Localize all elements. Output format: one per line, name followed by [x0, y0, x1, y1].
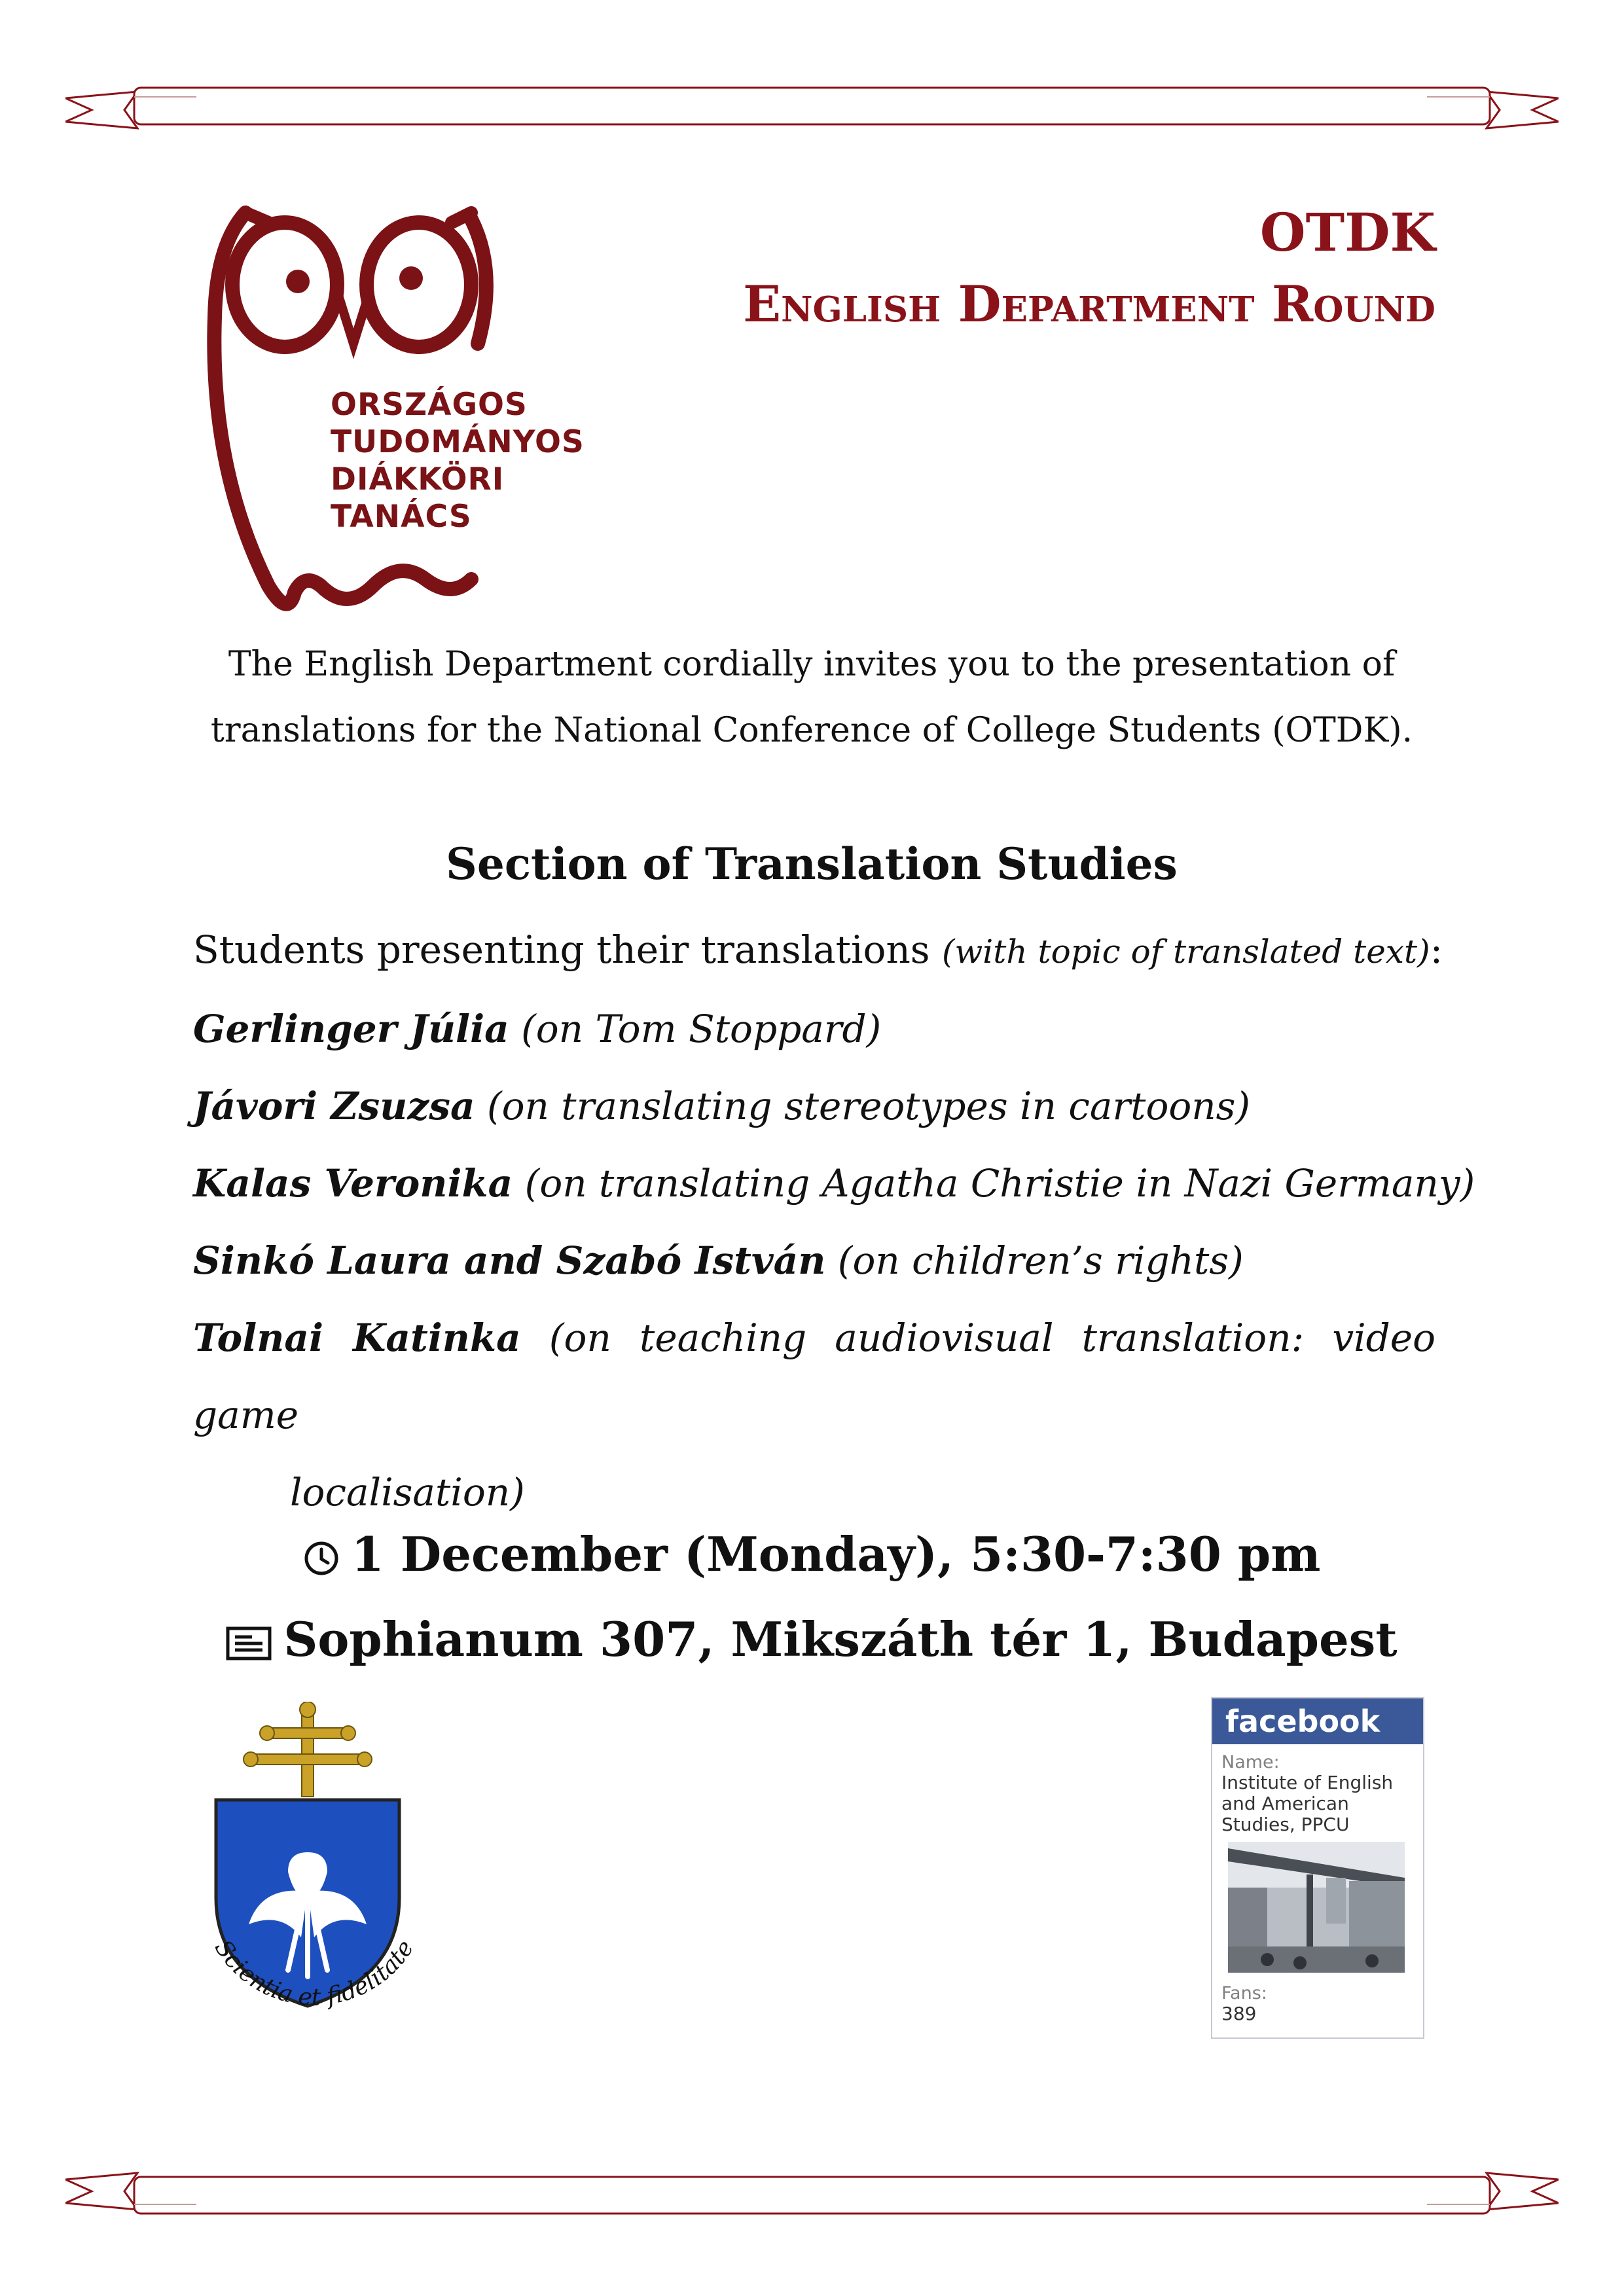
- facebook-fans-count: 389: [1221, 2003, 1257, 2024]
- top-ribbon-border: [65, 84, 1559, 136]
- student-topic: (on translating stereotypes in cartoons): [475, 1084, 1251, 1128]
- page-subtitle: English Department Round: [743, 275, 1435, 333]
- university-crest: [190, 1702, 439, 2055]
- crest-motto: Scientia et fidelitate: [209, 1935, 420, 2011]
- logo-line: TUDOMÁNYOS: [331, 424, 585, 460]
- facebook-page-name-line: Institute of English: [1221, 1772, 1394, 1793]
- invitation-text: [164, 632, 1460, 764]
- facebook-page-name-line: Studies, PPCU: [1221, 1814, 1350, 1835]
- students-intro-note: (with topic of translated text): [942, 933, 1430, 971]
- invitation-line: translations for the National Conference of College Students (OTDK).: [210, 711, 1413, 750]
- facebook-fans-label: Fans:: [1221, 1983, 1267, 2003]
- section-heading: Section of Translation Studies: [446, 838, 1178, 889]
- logo-line: ORSZÁGOS: [331, 387, 528, 423]
- student-topic: (on translating Agatha Christie in Nazi Germany): [513, 1161, 1475, 1206]
- logo-wordmark: [331, 386, 585, 535]
- student-name: Kalas Veronika: [193, 1161, 513, 1206]
- student-entry: [193, 990, 1435, 1067]
- students-intro: [193, 911, 1443, 990]
- bottom-ribbon-border: [65, 2165, 1559, 2217]
- students-intro-text: Students presenting their translations: [193, 927, 942, 972]
- event-location: [164, 1604, 1460, 1676]
- student-topic: (on teaching audiovisual translation: video game: [193, 1316, 1436, 1437]
- envelope-icon: [226, 1626, 272, 1660]
- student-entry: [193, 1145, 1475, 1222]
- page-title: OTDK: [1259, 202, 1435, 263]
- logo-line: TANÁCS: [331, 499, 472, 535]
- title-block: [743, 196, 1435, 340]
- student-topic-continued: localisation): [290, 1470, 525, 1515]
- student-topic: (on children’s rights): [825, 1238, 1244, 1283]
- facebook-page-name-line: and American: [1221, 1793, 1349, 1814]
- invitation-line: The English Department cordially invites you to the presentation of: [228, 645, 1396, 684]
- logo-line: DIÁKKÖRI: [331, 461, 505, 497]
- student-name: Jávori Zsuzsa: [193, 1084, 475, 1128]
- student-entry: [193, 1299, 1435, 1454]
- facebook-badge[interactable]: [1211, 1697, 1424, 2039]
- student-name: Tolnai Katinka: [193, 1316, 521, 1360]
- students-list: [193, 911, 1475, 1531]
- facebook-logo: facebook: [1212, 1698, 1423, 1744]
- facebook-page-photo: [1228, 1842, 1405, 1973]
- student-name: Sinkó Laura and Szabó István: [193, 1238, 826, 1283]
- students-intro-suffix: :: [1430, 927, 1443, 972]
- student-entry: [193, 1067, 1435, 1145]
- event-date-text: 1 December (Monday), 5:30-7:30 pm: [351, 1526, 1321, 1582]
- student-topic: (on Tom Stoppard): [509, 1007, 882, 1051]
- student-entry: [193, 1222, 1435, 1299]
- event-date: [164, 1518, 1460, 1590]
- facebook-name-label: Name:: [1221, 1752, 1280, 1772]
- student-name: Gerlinger Júlia: [193, 1007, 509, 1051]
- clock-icon: [303, 1540, 340, 1577]
- event-location-text: Sophianum 307, Mikszáth tér 1, Budapest: [283, 1611, 1398, 1667]
